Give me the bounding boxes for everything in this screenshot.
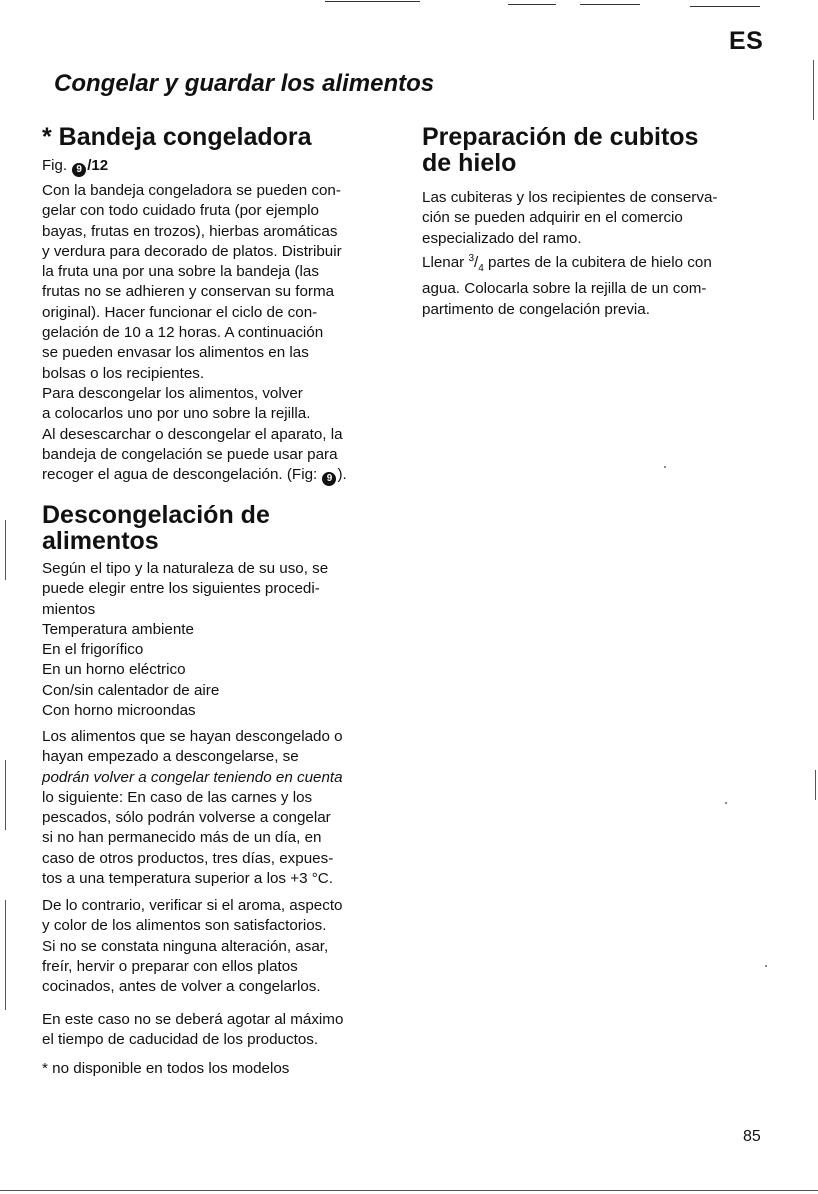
text-segment: recoger el agua de descongelación. (Fig:: [42, 466, 318, 484]
heading-line: Descongelación de: [42, 501, 270, 529]
scan-speck: [664, 466, 666, 468]
heading-line: Preparación de cubitos: [422, 123, 699, 151]
tray-paragraph: [42, 181, 347, 486]
text-line: [42, 465, 347, 486]
method-item: En el frigorífico: [42, 641, 144, 659]
ice-heading: [422, 124, 698, 176]
ice-paragraph: [422, 188, 717, 320]
text-line: si no han permanecido más de un día, en: [42, 829, 322, 847]
text-line: caso de otros productos, tres días, expues-: [42, 849, 334, 867]
scan-edge-line: [5, 760, 6, 830]
scan-edge-line: [813, 60, 814, 120]
check-paragraph: [42, 896, 343, 997]
heading-line: alimentos: [42, 527, 159, 555]
text-segment: partes de la cubitera de hielo con: [483, 253, 712, 271]
scan-edge-line: [690, 6, 760, 7]
text-line: Con la bandeja congeladora se pueden con-: [42, 182, 341, 199]
scan-edge-line: [508, 4, 556, 5]
text-line: mientos: [42, 600, 96, 618]
text-line: Llenar $^3/_4$ partes de la cubitera de hielo con: [422, 252, 712, 274]
text-line: agua. Colocarla sobre la rejilla de un com-: [422, 280, 707, 298]
text-line: gelar con todo cuidado fruta (por ejemplo: [42, 202, 319, 220]
method-item: Con/sin calentador de aire: [42, 681, 220, 699]
page-title: Congelar y guardar los alimentos: [54, 70, 435, 97]
text-line: Los alimentos que se hayan descongelado o: [42, 728, 343, 745]
text-line: gelación de 10 a 12 horas. A continuación: [42, 324, 324, 342]
text-line: cocinados, antes de volver a congelarlos.: [42, 978, 321, 996]
text-line: y verdura para decorado de platos. Distribuir: [42, 242, 342, 260]
text-line: pescados, sólo podrán volverse a congelar: [42, 809, 331, 827]
method-item: En un horno eléctrico: [42, 661, 186, 679]
method-item: Con horno microondas: [42, 702, 196, 720]
text-line: Al desescarchar o descongelar el aparato, la: [42, 425, 343, 443]
fig-prefix: Fig.: [42, 157, 68, 174]
text-line: Si no se constata ninguna alteración, asar,: [42, 937, 329, 955]
text-line: Para descongelar los alimentos, volver: [42, 384, 303, 402]
text-line: Las cubiteras y los recipientes de conserva-: [422, 189, 718, 206]
scan-edge-line: [0, 1190, 818, 1191]
text-line: bandeja de congelación se puede usar para: [42, 445, 338, 463]
fraction-numerator: 3: [468, 252, 475, 264]
text-segment: ).: [337, 466, 347, 484]
method-item: Temperatura ambiente: [42, 620, 194, 638]
text-line: tos a una temperatura superior a los +3 °C.: [42, 870, 333, 888]
text-line: el tiempo de caducidad de los productos.: [42, 1031, 319, 1049]
text-line: lo siguiente: En caso de las carnes y los: [42, 788, 313, 806]
scan-speck: [725, 802, 727, 804]
scan-edge-line: [580, 4, 640, 5]
scan-edge-line: [5, 520, 6, 580]
figure-reference: [42, 157, 108, 177]
text-line: partimento de congelación previa.: [422, 300, 650, 318]
text-line: ción se pueden adquirir en el comercio: [422, 209, 683, 227]
heading-line: de hielo: [422, 149, 517, 177]
figure-number-badge: 9: [72, 163, 86, 177]
fraction-denominator: 4: [478, 262, 484, 274]
tray-heading: * Bandeja congeladora: [42, 123, 312, 151]
text-line: Según el tipo y la naturaleza de su uso, se: [42, 560, 329, 577]
scan-edge-line: [325, 1, 420, 2]
thaw-heading: [42, 502, 270, 554]
text-line: frutas no se adhieren y conservan su forma: [42, 283, 335, 301]
figure-number-badge: 9: [322, 472, 336, 486]
language-tag: ES: [729, 27, 764, 55]
text-line: la fruta una por una sobre la bandeja (las: [42, 263, 319, 281]
text-line: bolsas o los recipientes.: [42, 364, 205, 382]
text-line: bayas, frutas en trozos), hierbas aromáticas: [42, 222, 338, 240]
text-line: especializado del ramo.: [422, 229, 582, 247]
text-line: y color de los alimentos son satisfactorios.: [42, 917, 327, 935]
text-line: podrán volver a congelar teniendo en cuenta: [42, 768, 343, 786]
thaw-intro-paragraph: [42, 559, 328, 721]
expiry-paragraph: [42, 1010, 343, 1051]
fig-suffix: /12: [87, 157, 109, 174]
text-line: freír, hervir o preparar con ellos platos: [42, 957, 298, 975]
footnote: * no disponible en todos los modelos: [42, 1060, 290, 1077]
text-line: a colocarlos uno por uno sobre la rejilla.: [42, 405, 311, 423]
scan-speck: [765, 965, 767, 967]
scan-edge-line: [5, 900, 6, 1010]
refreeze-paragraph: [42, 727, 343, 889]
text-line: original). Hacer funcionar el ciclo de con-: [42, 303, 318, 321]
text-line: puede elegir entre los siguientes procedi-: [42, 580, 320, 598]
text-line: hayan empezado a descongelarse, se: [42, 748, 299, 766]
text-line: En este caso no se deberá agotar al máximo: [42, 1011, 344, 1028]
scan-edge-line: [815, 770, 816, 800]
text-line: De lo contrario, verificar si el aroma, aspecto: [42, 897, 343, 914]
page-number: 85: [743, 1128, 761, 1145]
text-line: se pueden envasar los alimentos en las: [42, 344, 309, 362]
text-segment: Llenar: [422, 253, 469, 271]
